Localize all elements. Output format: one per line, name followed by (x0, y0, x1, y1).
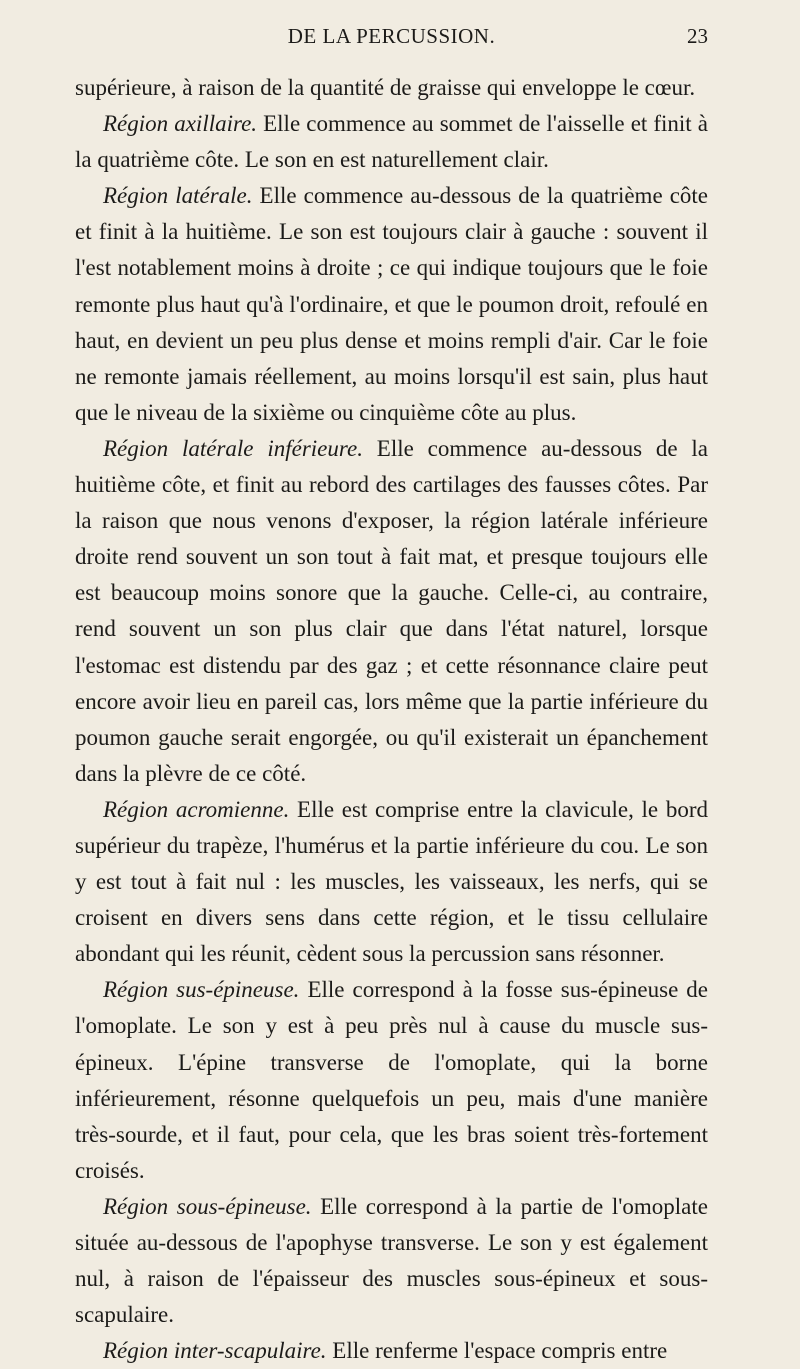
region-heading: Région sus-épineuse. (103, 977, 300, 1003)
paragraph-region-sus-epineuse (75, 972, 708, 1189)
paragraph-text: supérieure, à raison de la quantité de graisse qui enveloppe le cœur. (75, 75, 696, 100)
paragraph-region-acromienne (75, 792, 708, 972)
paragraph-text: Elle correspond à la partie de l'omoplate située au-dessous de l'apophyse transverse. Le son y est également nul, à raison de l'épaisseur des muscles sous-épineux et sous-scapulaire. (75, 1193, 708, 1328)
page-number: 23 (687, 24, 708, 48)
region-heading: Région latérale. (103, 183, 253, 209)
paragraph-text: Elle correspond à la fosse sus-épineuse de l'omoplate. Le son y est à peu près nul à cause du muscle sus-épineux. L'épine transverse de l'omoplate, qui la borne inférieurement, résonne quelquefois un peu, mais d'une manière très-sourde, et il faut, pour cela, que les bras soient très-fortement croisés. (75, 977, 708, 1183)
paragraph-region-axillaire (75, 106, 708, 178)
paragraph-region-laterale-inferieure (75, 431, 708, 792)
region-heading: Région axillaire. (103, 111, 258, 137)
paragraph-text: Elle est comprise entre la clavicule, le bord supérieur du trapèze, l'humérus et la partie inférieure du cou. Le son y est tout à fait nul : les muscles, les vaisseaux, les nerfs, qui se croisent en divers sens dans cette région, et le tissu cellulaire abondant qui les réunit, cèdent sous la percussion sans résonner. (75, 796, 708, 967)
paragraph-text: Elle commence au sommet de l'aisselle et finit à la quatrième côte. Le son en est naturellement clair. (75, 111, 708, 173)
running-title: DE LA PERCUSSION. (287, 24, 496, 48)
running-head (75, 24, 708, 54)
paragraph-region-sous-epineuse (75, 1189, 708, 1333)
paragraph-text: Elle commence au-dessous de la quatrième côte et finit à la huitième. Le son est toujours clair à gauche : souvent il l'est notablement moins à droite ; ce qui indique toujours que le foie remonte plus haut qu'à l'ordinaire, et que le poumon droit, refoulé en haut, en devient un peu plus dense et moins rempli d'air. Car le foie ne remonte jamais réellement, au moins lorsqu'il est sain, plus haut que le niveau de la sixième ou cinquième côte au plus. (75, 183, 709, 425)
region-heading: Région acromienne. (103, 796, 290, 822)
paragraph-region-laterale (75, 178, 708, 431)
region-heading: Région inter-scapulaire. (103, 1338, 327, 1364)
paragraph-continuation (75, 70, 708, 106)
region-heading: Région latérale inférieure. (103, 435, 363, 461)
paragraph-text: Elle renferme l'espace compris entre (326, 1338, 668, 1364)
region-heading: Région sous-épineuse. (103, 1193, 312, 1219)
body-text (75, 70, 708, 1369)
paragraph-region-inter-scapulaire (75, 1333, 708, 1369)
paragraph-text: Elle commence au-dessous de la huitième côte, et finit au rebord des cartilages des fausses côtes. Par la raison que nous venons d'exposer, la région latérale inférieure droite rend souvent un son tout à fait mat, et presque toujours elle est beaucoup moins sonore que la gauche. Celle-ci, au contraire, rend souvent un son plus clair que dans l'état naturel, lorsque l'estomac est distendu par des gaz ; et cette résonnance claire peut encore avoir lieu en pareil cas, lors même que la partie inférieure du poumon gauche serait engorgée, ou qu'il existerait un épanchement dans la plèvre de ce côté. (75, 435, 709, 786)
